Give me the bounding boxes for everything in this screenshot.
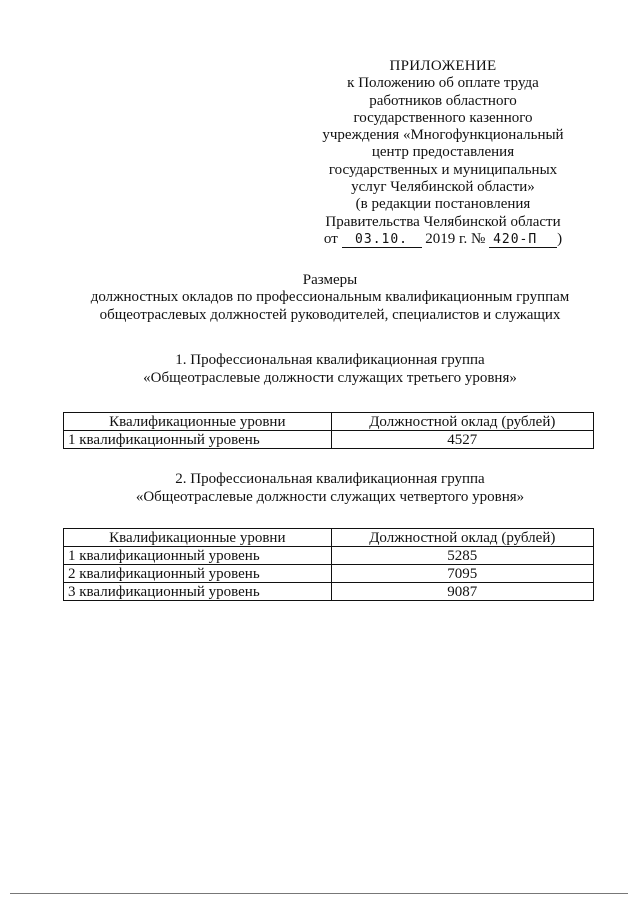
column-header-level: Квалификационные уровни bbox=[64, 413, 332, 431]
title-line: должностных окладов по профессиональным квалификационным группам bbox=[90, 289, 570, 306]
qualification-level: 3 квалификационный уровень bbox=[64, 583, 332, 601]
section-heading-line: 2. Профессиональная квалификационная группа bbox=[175, 471, 485, 487]
section-heading-line: 1. Профессиональная квалификационная группа bbox=[175, 352, 485, 368]
appendix-line: Правительства Челябинской области bbox=[325, 213, 561, 230]
table-row bbox=[64, 583, 594, 601]
salary-value: 4527 bbox=[331, 431, 593, 449]
qualification-level: 1 квалификационный уровень bbox=[64, 547, 332, 565]
appendix-line: (в редакции постановления bbox=[355, 196, 531, 213]
section-heading-line: «Общеотраслевые должности служащих третьего уровня» bbox=[143, 370, 517, 386]
date-prefix: от bbox=[323, 230, 338, 247]
salary-value: 7095 bbox=[331, 565, 593, 583]
column-header-salary: Должностной оклад (рублей) bbox=[331, 413, 593, 431]
appendix-line: услуг Челябинской области» bbox=[351, 179, 535, 196]
salary-table-2 bbox=[63, 528, 594, 601]
appendix-line: государственных и муниципальных bbox=[328, 161, 558, 178]
table-header-row bbox=[64, 529, 594, 547]
table-row bbox=[64, 565, 594, 583]
appendix-line: государственного казенного bbox=[353, 109, 533, 126]
resolution-date: 03.10. bbox=[342, 233, 422, 248]
salary-table-1 bbox=[63, 412, 594, 449]
qualification-level: 1 квалификационный уровень bbox=[64, 431, 332, 449]
appendix-heading: ПРИЛОЖЕНИЕ bbox=[389, 58, 497, 74]
section-heading-line: «Общеотраслевые должности служащих четвертого уровня» bbox=[135, 489, 525, 505]
closing-paren: ) bbox=[557, 230, 563, 247]
table-row bbox=[64, 431, 594, 449]
resolution-date-line bbox=[318, 231, 568, 248]
table-header-row bbox=[64, 413, 594, 431]
salary-value: 9087 bbox=[331, 583, 593, 601]
table-row bbox=[64, 547, 594, 565]
qualification-level: 2 квалификационный уровень bbox=[64, 565, 332, 583]
appendix-block bbox=[318, 58, 568, 248]
section-heading-1 bbox=[60, 351, 600, 387]
resolution-year: 2019 г. № bbox=[425, 230, 486, 247]
section-heading-2 bbox=[60, 470, 600, 506]
column-header-salary: Должностной оклад (рублей) bbox=[331, 529, 593, 547]
title-line: Размеры bbox=[302, 272, 358, 288]
title-line: общеотраслевых должностей руководителей, специалистов и служащих bbox=[99, 306, 561, 323]
appendix-line: центр предоставления bbox=[371, 144, 515, 161]
page-bottom-rule bbox=[10, 893, 628, 894]
appendix-line: работников областного bbox=[369, 92, 517, 109]
salary-value: 5285 bbox=[331, 547, 593, 565]
resolution-number: 420-П bbox=[489, 233, 557, 248]
appendix-line: к Положению об оплате труда bbox=[347, 75, 539, 92]
appendix-line: учреждения «Многофункциональный bbox=[322, 127, 564, 144]
column-header-level: Квалификационные уровни bbox=[64, 529, 332, 547]
document-title bbox=[60, 272, 600, 324]
